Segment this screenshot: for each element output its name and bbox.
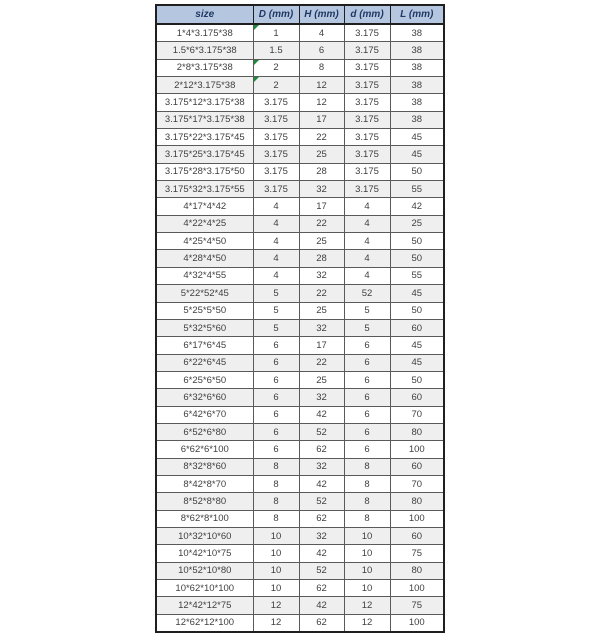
value-cell: 55 — [390, 267, 444, 284]
value-cell: 8 — [253, 493, 299, 510]
value-cell: 4 — [253, 233, 299, 250]
column-header-l-mm: L (mm) — [390, 5, 444, 24]
table-row — [156, 302, 444, 319]
value-cell: 3.175 — [344, 77, 390, 94]
value-cell: 10 — [253, 527, 299, 544]
value-cell: 42 — [299, 597, 344, 614]
value-cell: 12 — [253, 597, 299, 614]
value-cell: 6 — [253, 389, 299, 406]
value-cell: 52 — [344, 285, 390, 302]
size-cell: 6*62*6*100 — [156, 441, 253, 458]
value-cell: 5 — [344, 319, 390, 336]
value-cell: 100 — [390, 441, 444, 458]
table-row — [156, 423, 444, 440]
value-cell: 38 — [390, 77, 444, 94]
value-cell: 32 — [299, 527, 344, 544]
table-row — [156, 215, 444, 232]
value-cell: 3.175 — [344, 59, 390, 76]
value-cell: 6 — [344, 337, 390, 354]
value-cell: 22 — [299, 285, 344, 302]
value-cell: 100 — [390, 614, 444, 632]
value-cell: 45 — [390, 129, 444, 146]
table-row — [156, 146, 444, 163]
size-cell: 4*25*4*50 — [156, 233, 253, 250]
value-cell: 8 — [344, 493, 390, 510]
table-header-row — [156, 5, 444, 24]
size-cell: 3.175*12*3.175*38 — [156, 94, 253, 111]
value-cell: 3.175 — [253, 163, 299, 180]
value-cell: 32 — [299, 389, 344, 406]
value-cell: 8 — [253, 458, 299, 475]
value-cell: 10 — [344, 562, 390, 579]
table-row — [156, 597, 444, 614]
value-cell: 5 — [253, 302, 299, 319]
size-cell: 10*32*10*60 — [156, 527, 253, 544]
value-cell: 25 — [390, 215, 444, 232]
table-row — [156, 493, 444, 510]
value-cell: 8 — [253, 475, 299, 492]
table-row — [156, 406, 444, 423]
value-cell: 12 — [344, 614, 390, 632]
table-row — [156, 527, 444, 544]
table-row — [156, 614, 444, 632]
size-cell: 4*32*4*55 — [156, 267, 253, 284]
table-row — [156, 458, 444, 475]
value-cell: 22 — [299, 215, 344, 232]
size-cell: 6*42*6*70 — [156, 406, 253, 423]
size-cell: 8*52*8*80 — [156, 493, 253, 510]
value-cell: 3.175 — [344, 94, 390, 111]
table-row — [156, 319, 444, 336]
value-cell: 5 — [253, 285, 299, 302]
value-cell: 38 — [390, 24, 444, 42]
table-row — [156, 59, 444, 76]
size-cell: 6*52*6*80 — [156, 423, 253, 440]
value-cell: 28 — [299, 250, 344, 267]
value-cell: 55 — [390, 181, 444, 198]
value-cell: 8 — [344, 475, 390, 492]
value-cell: 60 — [390, 527, 444, 544]
value-cell: 38 — [390, 42, 444, 59]
value-cell: 8 — [344, 458, 390, 475]
value-cell: 42 — [299, 406, 344, 423]
value-cell: 4 — [344, 215, 390, 232]
value-cell: 12 — [299, 94, 344, 111]
value-cell: 6 — [253, 423, 299, 440]
table-row — [156, 371, 444, 388]
value-cell: 22 — [299, 354, 344, 371]
value-cell: 6 — [344, 423, 390, 440]
value-cell: 3.175 — [253, 94, 299, 111]
value-cell: 50 — [390, 250, 444, 267]
value-cell: 52 — [299, 493, 344, 510]
value-cell: 5 — [344, 302, 390, 319]
value-cell: 8 — [344, 510, 390, 527]
size-cell: 5*22*52*45 — [156, 285, 253, 302]
value-cell: 3.175 — [253, 129, 299, 146]
table-row — [156, 233, 444, 250]
value-cell: 10 — [253, 580, 299, 597]
value-cell: 6 — [253, 371, 299, 388]
value-cell: 6 — [344, 389, 390, 406]
size-cell: 10*52*10*80 — [156, 562, 253, 579]
value-cell: 62 — [299, 441, 344, 458]
value-cell: 3.175 — [344, 181, 390, 198]
value-cell: 4 — [253, 215, 299, 232]
value-cell: 10 — [344, 527, 390, 544]
value-cell: 42 — [390, 198, 444, 215]
value-cell: 4 — [344, 198, 390, 215]
size-cell: 6*32*6*60 — [156, 389, 253, 406]
value-cell: 17 — [299, 337, 344, 354]
value-cell: 4 — [344, 267, 390, 284]
size-cell: 8*32*8*60 — [156, 458, 253, 475]
size-cell: 3.175*32*3.175*55 — [156, 181, 253, 198]
size-cell: 2*12*3.175*38 — [156, 77, 253, 94]
table-row — [156, 285, 444, 302]
value-cell: 32 — [299, 458, 344, 475]
value-cell: 50 — [390, 302, 444, 319]
value-cell: 45 — [390, 337, 444, 354]
value-cell: 6 — [344, 371, 390, 388]
value-cell: 1.5 — [253, 42, 299, 59]
table-row — [156, 111, 444, 128]
value-cell: 6 — [253, 354, 299, 371]
table-row — [156, 24, 444, 42]
value-cell: 10 — [253, 562, 299, 579]
value-cell: 60 — [390, 319, 444, 336]
size-cell: 4*28*4*50 — [156, 250, 253, 267]
value-cell: 4 — [253, 250, 299, 267]
value-cell: 45 — [390, 354, 444, 371]
column-header-d-mm: d (mm) — [344, 5, 390, 24]
value-cell: 3.175 — [253, 111, 299, 128]
value-cell: 75 — [390, 597, 444, 614]
value-cell: 32 — [299, 319, 344, 336]
value-cell: 42 — [299, 545, 344, 562]
value-cell: 10 — [253, 545, 299, 562]
value-cell: 6 — [344, 406, 390, 423]
value-cell: 80 — [390, 423, 444, 440]
value-cell: 3.175 — [344, 111, 390, 128]
value-cell: 28 — [299, 163, 344, 180]
value-cell: 3.175 — [253, 181, 299, 198]
value-cell: 80 — [390, 562, 444, 579]
table-body — [156, 24, 444, 632]
table-row — [156, 42, 444, 59]
value-cell: 80 — [390, 493, 444, 510]
value-cell: 1 — [253, 24, 299, 42]
value-cell: 6 — [253, 337, 299, 354]
size-cell: 8*62*8*100 — [156, 510, 253, 527]
table-row — [156, 562, 444, 579]
size-cell: 4*22*4*25 — [156, 215, 253, 232]
size-cell: 10*62*10*100 — [156, 580, 253, 597]
value-cell: 50 — [390, 371, 444, 388]
size-cell: 2*8*3.175*38 — [156, 59, 253, 76]
value-cell: 38 — [390, 111, 444, 128]
value-cell: 62 — [299, 580, 344, 597]
value-cell: 6 — [253, 406, 299, 423]
column-header-size: size — [156, 5, 253, 24]
value-cell: 32 — [299, 267, 344, 284]
value-cell: 8 — [253, 510, 299, 527]
size-cell: 3.175*17*3.175*38 — [156, 111, 253, 128]
size-cell: 4*17*4*42 — [156, 198, 253, 215]
size-cell: 3.175*28*3.175*50 — [156, 163, 253, 180]
size-cell: 12*42*12*75 — [156, 597, 253, 614]
column-header-h-mm: H (mm) — [299, 5, 344, 24]
value-cell: 50 — [390, 233, 444, 250]
value-cell: 10 — [344, 545, 390, 562]
size-cell: 3.175*22*3.175*45 — [156, 129, 253, 146]
table-row — [156, 354, 444, 371]
value-cell: 4 — [299, 24, 344, 42]
table-row — [156, 267, 444, 284]
value-cell: 52 — [299, 423, 344, 440]
size-cell: 6*22*6*45 — [156, 354, 253, 371]
value-cell: 2 — [253, 59, 299, 76]
value-cell: 5 — [253, 319, 299, 336]
value-cell: 32 — [299, 181, 344, 198]
table-row — [156, 337, 444, 354]
value-cell: 60 — [390, 458, 444, 475]
size-cell: 1.5*6*3.175*38 — [156, 42, 253, 59]
value-cell: 42 — [299, 475, 344, 492]
value-cell: 2 — [253, 77, 299, 94]
value-cell: 52 — [299, 562, 344, 579]
value-cell: 3.175 — [344, 146, 390, 163]
value-cell: 8 — [299, 59, 344, 76]
value-cell: 10 — [344, 580, 390, 597]
table-row — [156, 250, 444, 267]
value-cell: 12 — [344, 597, 390, 614]
value-cell: 45 — [390, 285, 444, 302]
value-cell: 3.175 — [344, 24, 390, 42]
value-cell: 22 — [299, 129, 344, 146]
error-indicator-triangle-icon — [254, 25, 259, 30]
value-cell: 38 — [390, 59, 444, 76]
value-cell: 25 — [299, 371, 344, 388]
value-cell: 3.175 — [344, 129, 390, 146]
value-cell: 70 — [390, 475, 444, 492]
value-cell: 50 — [390, 163, 444, 180]
table-row — [156, 475, 444, 492]
value-cell: 4 — [253, 198, 299, 215]
size-cell: 8*42*8*70 — [156, 475, 253, 492]
value-cell: 17 — [299, 111, 344, 128]
column-header-d-mm: D (mm) — [253, 5, 299, 24]
value-cell: 25 — [299, 233, 344, 250]
value-cell: 3.175 — [344, 163, 390, 180]
size-cell: 6*17*6*45 — [156, 337, 253, 354]
size-cell: 1*4*3.175*38 — [156, 24, 253, 42]
value-cell: 75 — [390, 545, 444, 562]
value-cell: 6 — [344, 441, 390, 458]
size-cell: 12*62*12*100 — [156, 614, 253, 632]
table-row — [156, 580, 444, 597]
value-cell: 62 — [299, 510, 344, 527]
value-cell: 3.175 — [253, 146, 299, 163]
size-cell: 3.175*25*3.175*45 — [156, 146, 253, 163]
value-cell: 6 — [299, 42, 344, 59]
size-cell: 5*32*5*60 — [156, 319, 253, 336]
table-row — [156, 94, 444, 111]
value-cell: 6 — [253, 441, 299, 458]
table-row — [156, 198, 444, 215]
error-indicator-triangle-icon — [254, 77, 259, 82]
value-cell: 25 — [299, 302, 344, 319]
table-row — [156, 510, 444, 527]
table-row — [156, 163, 444, 180]
value-cell: 70 — [390, 406, 444, 423]
value-cell: 25 — [299, 146, 344, 163]
table-header — [156, 5, 444, 24]
table-row — [156, 545, 444, 562]
value-cell: 4 — [344, 233, 390, 250]
table-row — [156, 181, 444, 198]
value-cell: 4 — [344, 250, 390, 267]
value-cell: 38 — [390, 94, 444, 111]
error-indicator-triangle-icon — [254, 60, 259, 65]
value-cell: 6 — [344, 354, 390, 371]
value-cell: 12 — [299, 77, 344, 94]
size-cell: 10*42*10*75 — [156, 545, 253, 562]
size-cell: 6*25*6*50 — [156, 371, 253, 388]
table-row — [156, 389, 444, 406]
value-cell: 4 — [253, 267, 299, 284]
value-cell: 60 — [390, 389, 444, 406]
value-cell: 3.175 — [344, 42, 390, 59]
value-cell: 100 — [390, 510, 444, 527]
value-cell: 62 — [299, 614, 344, 632]
size-spec-table — [155, 4, 445, 633]
table-row — [156, 77, 444, 94]
table-row — [156, 129, 444, 146]
table-row — [156, 441, 444, 458]
size-cell: 5*25*5*50 — [156, 302, 253, 319]
value-cell: 100 — [390, 580, 444, 597]
value-cell: 17 — [299, 198, 344, 215]
value-cell: 12 — [253, 614, 299, 632]
value-cell: 45 — [390, 146, 444, 163]
